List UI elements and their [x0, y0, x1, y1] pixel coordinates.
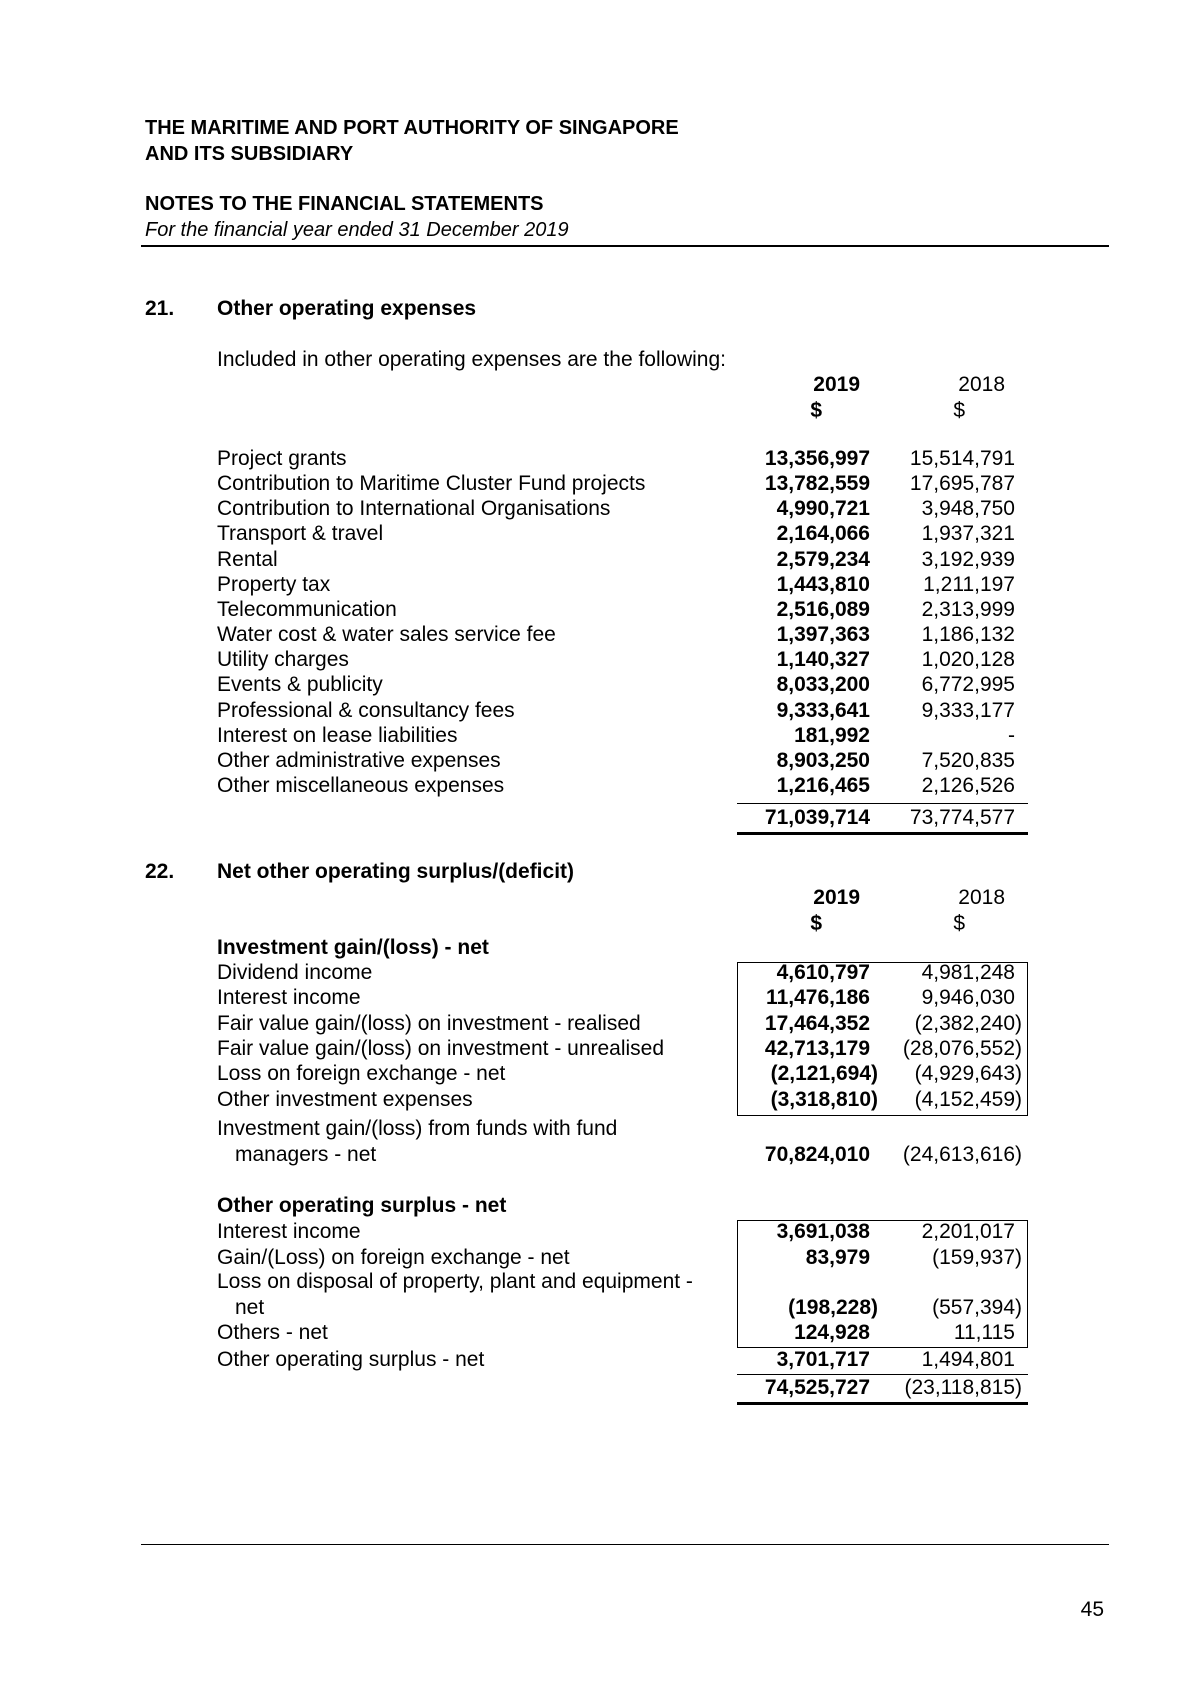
note21-value-2019: 1,443,810 [776, 572, 870, 596]
investment-row [0, 1062, 1190, 1087]
note21-value-2018: 1,211,197 [923, 572, 1015, 596]
note21-label: Contribution to Maritime Cluster Fund projects [217, 472, 646, 496]
operating-subtotal-row [0, 1348, 1190, 1373]
investment-value-2018: 9,946,030 [921, 986, 1015, 1010]
note22-total-2018: (23,118,815) [904, 1376, 1022, 1399]
note21-value-2018: 15,514,791 [909, 447, 1015, 470]
note21-label: Utility charges [217, 648, 349, 672]
note22-currency-2019: $ [810, 912, 822, 935]
note21-row [0, 648, 1190, 673]
investment-subtotal-2019: 70,824,010 [764, 1143, 870, 1166]
investment-label: Fair value gain/(loss) on investment - realised [217, 1011, 641, 1035]
note21-value-2019: 4,990,721 [776, 497, 870, 521]
investment-value-2019: 42,713,179 [764, 1036, 870, 1060]
investment-value-2019: (3,318,810) [770, 1087, 878, 1111]
period-subtitle: For the financial year ended 31 December 2019 [145, 219, 569, 241]
disposal-label2: net [235, 1296, 265, 1319]
note21-value-2019: 2,516,089 [776, 597, 870, 621]
note21-label: Other administrative expenses [217, 748, 501, 772]
page-number: 45 [1080, 1598, 1104, 1621]
note22-total-rule-bottom [737, 1402, 1028, 1405]
investment-heading-label: Investment gain/(loss) - net [217, 936, 489, 959]
note21-label: Transport & travel [217, 522, 384, 546]
note21-value-2018: 1,937,321 [921, 522, 1015, 546]
operating-heading-label: Other operating surplus - net [217, 1194, 507, 1217]
note21-value-2019: 13,782,559 [764, 472, 870, 496]
disposal-label1: Loss on disposal of property, plant and equipment - [217, 1270, 693, 1293]
note22-total-2019: 74,525,727 [764, 1376, 870, 1399]
note21-value-2018: 2,313,999 [921, 597, 1015, 621]
investment-subtotal-label2: managers - net [235, 1143, 377, 1166]
note21-number: 21. [145, 297, 175, 320]
investment-subtotal-row1 [0, 1117, 1190, 1142]
operating-heading [0, 1194, 1190, 1219]
note21-label: Contribution to International Organisations [217, 497, 611, 521]
note21-row [0, 699, 1190, 724]
note22-col-2019: 2019 [813, 886, 860, 909]
note21-row [0, 472, 1190, 497]
note21-total-row [0, 806, 1190, 831]
note21-row [0, 673, 1190, 698]
note21-value-2018: 3,192,939 [921, 547, 1015, 571]
note22-total-row [0, 1376, 1190, 1401]
note21-col-2018: 2018 [958, 373, 1005, 396]
note21-value-2019: 2,164,066 [776, 522, 870, 546]
investment-row [0, 1088, 1190, 1113]
investment-value-2018: 4,981,248 [921, 961, 1015, 984]
note21-value-2019: 8,033,200 [776, 673, 870, 697]
others-2018: 11,115 [953, 1321, 1015, 1344]
note21-value-2019: 9,333,641 [776, 698, 870, 722]
note21-value-2019: 2,579,234 [776, 547, 870, 571]
note21-row [0, 623, 1190, 648]
note21-total-2018: 73,774,577 [909, 806, 1015, 829]
note22-title: Net other operating surplus/(deficit) [217, 860, 575, 883]
note21-row [0, 573, 1190, 598]
note21-label: Professional & consultancy fees [217, 698, 515, 722]
operating-label: Interest income [217, 1220, 361, 1243]
investment-subtotal-row2 [0, 1143, 1190, 1168]
note21-value-2018: 9,333,177 [921, 698, 1015, 722]
operating-value-2019: 3,691,038 [776, 1220, 870, 1243]
operating-subtotal-2018: 1,494,801 [921, 1348, 1015, 1371]
note21-label: Water cost & water sales service fee [217, 623, 556, 647]
note21-col-2019: 2019 [813, 373, 860, 396]
note21-label: Telecommunication [217, 597, 397, 621]
operating-value-2018: (159,937) [932, 1245, 1022, 1269]
investment-row [0, 1012, 1190, 1037]
note21-value-2019: 1,397,363 [776, 623, 870, 647]
investment-label: Fair value gain/(loss) on investment - unrealised [217, 1036, 665, 1060]
investment-row [0, 986, 1190, 1011]
investment-subtotal-label1: Investment gain/(loss) from funds with fund [217, 1117, 618, 1140]
investment-label: Interest income [217, 986, 361, 1010]
note21-value-2018: 2,126,526 [921, 773, 1015, 797]
note22-total-rule-top [737, 1374, 1028, 1375]
note21-value-2019: 181,992 [794, 723, 870, 747]
note22-currency-2018: $ [953, 912, 965, 935]
investment-subtotal-2018: (24,613,616) [902, 1143, 1022, 1166]
note21-value-2018: 7,520,835 [921, 748, 1015, 772]
note21-row [0, 749, 1190, 774]
investment-value-2019: 11,476,186 [766, 986, 870, 1010]
investment-value-2019: 4,610,797 [776, 961, 870, 984]
operating-label: Gain/(Loss) on foreign exchange - net [217, 1245, 570, 1269]
note21-label: Rental [217, 547, 278, 571]
investment-value-2019: (2,121,694) [770, 1062, 878, 1086]
org-name-line1: THE MARITIME AND PORT AUTHORITY OF SINGAPORE [145, 117, 679, 139]
note21-total-rule-bottom [737, 832, 1028, 835]
note21-value-2018: 1,020,128 [921, 648, 1015, 672]
investment-row [0, 961, 1190, 986]
note21-total-rule-top [737, 803, 1028, 804]
note21-row [0, 548, 1190, 573]
note21-value-2018: - [1008, 723, 1015, 747]
investment-value-2018: (28,076,552) [902, 1036, 1022, 1060]
note21-total-2019: 71,039,714 [764, 806, 870, 829]
note21-label: Project grants [217, 447, 347, 470]
investment-label: Loss on foreign exchange - net [217, 1062, 506, 1086]
disposal-2019: (198,228) [788, 1296, 878, 1319]
note21-row [0, 774, 1190, 799]
disposal-row2 [0, 1296, 1190, 1321]
operating-value-2019: 83,979 [805, 1245, 870, 1269]
investment-heading [0, 936, 1190, 961]
operating-row [0, 1220, 1190, 1245]
investment-value-2018: (2,382,240) [914, 1011, 1022, 1035]
note21-label: Interest on lease liabilities [217, 723, 458, 747]
operating-subtotal-2019: 3,701,717 [776, 1348, 870, 1371]
note21-row [0, 497, 1190, 522]
note21-currency-2019: $ [810, 399, 822, 422]
org-name-line2: AND ITS SUBSIDIARY [145, 143, 354, 165]
doc-title: NOTES TO THE FINANCIAL STATEMENTS [145, 193, 544, 215]
note21-row [0, 447, 1190, 472]
note21-value-2018: 17,695,787 [909, 472, 1015, 496]
investment-row [0, 1037, 1190, 1062]
note21-title: Other operating expenses [217, 297, 477, 320]
note21-row [0, 724, 1190, 749]
note21-label: Other miscellaneous expenses [217, 773, 505, 797]
operating-subtotal-label: Other operating surplus - net [217, 1348, 485, 1371]
note21-value-2019: 1,216,465 [776, 773, 870, 797]
investment-label: Dividend income [217, 961, 373, 984]
others-row [0, 1321, 1190, 1346]
header-rule [141, 245, 1109, 247]
note21-value-2019: 1,140,327 [776, 648, 870, 672]
disposal-row1 [0, 1270, 1190, 1295]
note21-value-2019: 13,356,997 [764, 447, 870, 470]
note21-label: Events & publicity [217, 673, 383, 697]
note22-number: 22. [145, 860, 175, 883]
investment-value-2019: 17,464,352 [764, 1011, 870, 1035]
note21-value-2018: 1,186,132 [921, 623, 1015, 647]
others-label: Others - net [217, 1321, 328, 1344]
note22-col-2018: 2018 [958, 886, 1005, 909]
note21-label: Property tax [217, 572, 331, 596]
note21-row [0, 598, 1190, 623]
operating-row [0, 1246, 1190, 1271]
note21-value-2018: 6,772,995 [921, 673, 1015, 697]
investment-label: Other investment expenses [217, 1087, 473, 1111]
disposal-2018: (557,394) [932, 1296, 1022, 1319]
note21-value-2019: 8,903,250 [776, 748, 870, 772]
others-2019: 124,928 [794, 1321, 870, 1344]
operating-value-2018: 2,201,017 [921, 1220, 1015, 1243]
note21-intro: Included in other operating expenses are the following: [217, 348, 727, 371]
note21-currency-2018: $ [953, 399, 965, 422]
note21-value-2018: 3,948,750 [921, 497, 1015, 521]
investment-value-2018: (4,929,643) [914, 1062, 1022, 1086]
note21-row [0, 522, 1190, 547]
footer-rule [141, 1544, 1109, 1545]
investment-value-2018: (4,152,459) [914, 1087, 1022, 1111]
